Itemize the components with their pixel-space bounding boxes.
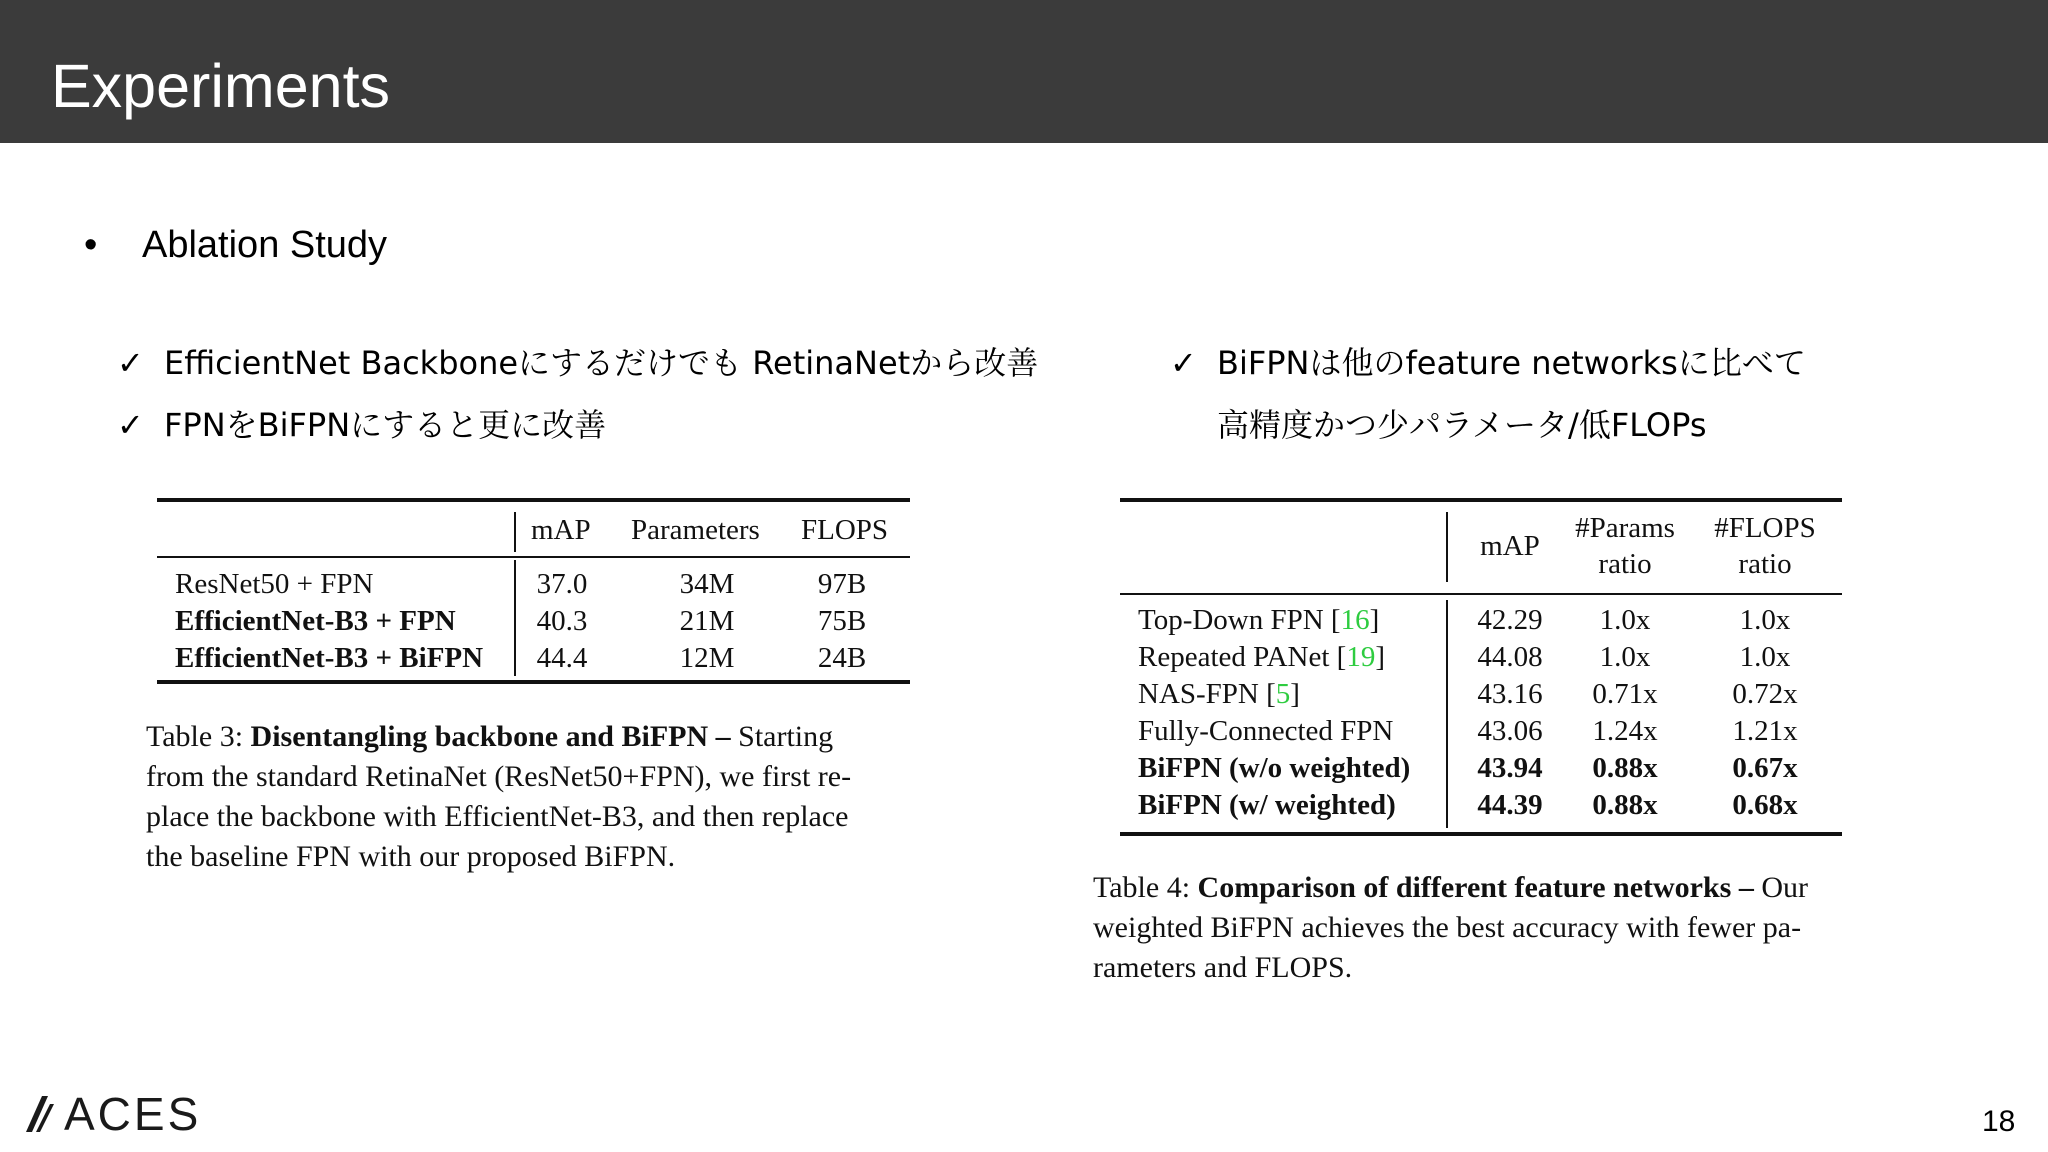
table-cell-params: 1.24x bbox=[1592, 715, 1658, 747]
caption-line: the baseline FPN with our proposed BiFPN. bbox=[146, 840, 676, 873]
table-top-rule bbox=[1120, 498, 1842, 502]
table-header-map: mAP bbox=[531, 514, 591, 546]
caption-line: from the standard RetinaNet (ResNet50+FPN), we first re- bbox=[146, 760, 852, 793]
table-header-divider bbox=[1446, 512, 1448, 582]
table-body-divider bbox=[514, 560, 516, 676]
logo-text: ACES bbox=[64, 1088, 202, 1140]
table-cell-flops: 1.21x bbox=[1732, 715, 1798, 747]
table-cell-params: 1.0x bbox=[1599, 641, 1651, 673]
table-cell-map: 40.3 bbox=[536, 605, 588, 637]
table-cell-params: 12M bbox=[679, 642, 735, 674]
caption-line: rameters and FLOPS. bbox=[1093, 951, 1353, 984]
caption-line: place the backbone with EfficientNet-B3, and then replace bbox=[146, 800, 849, 833]
table-cell-flops: 1.0x bbox=[1739, 641, 1791, 673]
table-row-name: BiFPN (w/ weighted) bbox=[1138, 789, 1396, 821]
citation-ref: 19 bbox=[1346, 641, 1376, 673]
table-cell-flops: 0.67x bbox=[1732, 752, 1798, 784]
check-text: FPNをBiFPNにすると更に改善 bbox=[164, 406, 607, 444]
table-cell-params: 1.0x bbox=[1599, 604, 1651, 636]
caption-title: Comparison of different feature networks – bbox=[1197, 871, 1754, 904]
check-text: EfficientNet Backboneにするだけでも RetinaNetから改善 bbox=[164, 344, 1039, 382]
page-number: 18 bbox=[1982, 1105, 2016, 1138]
table-cell-map: 43.94 bbox=[1477, 752, 1543, 784]
table-4-caption bbox=[1093, 868, 1893, 988]
table-cell-params: 21M bbox=[679, 605, 735, 637]
table-cell-map: 42.29 bbox=[1477, 604, 1543, 636]
title-bar bbox=[0, 0, 2048, 143]
caption-line: weighted BiFPN achieves the best accuracy with fewer pa- bbox=[1093, 911, 1802, 944]
table-cell-map: 37.0 bbox=[536, 568, 588, 600]
table-row-name: EfficientNet-B3 + BiFPN bbox=[175, 642, 484, 674]
table-cell-flops: 0.68x bbox=[1732, 789, 1798, 821]
citation-ref: 16 bbox=[1340, 604, 1370, 636]
table-header-flops: #FLOPS bbox=[1714, 512, 1816, 544]
table-row-name: Fully-Connected FPN bbox=[1138, 715, 1394, 747]
table-top-rule bbox=[157, 498, 910, 502]
logo-slash-icon bbox=[20, 1092, 64, 1136]
table-cell-map: 44.39 bbox=[1477, 789, 1543, 821]
caption-title: Disentangling backbone and BiFPN – bbox=[250, 720, 731, 753]
table-header-parameters: Parameters bbox=[631, 514, 760, 546]
table-row-name: BiFPN (w/o weighted) bbox=[1138, 752, 1411, 784]
table-cell-params: 0.88x bbox=[1592, 752, 1658, 784]
caption-text: Our bbox=[1761, 871, 1809, 904]
table-cell-map: 43.16 bbox=[1477, 678, 1543, 710]
table-header-params-ratio: ratio bbox=[1598, 548, 1652, 580]
table-cell-params: 0.71x bbox=[1592, 678, 1658, 710]
table-row-name: Repeated PANet [19] bbox=[1138, 641, 1385, 673]
check-text: 高精度かつ少パラメータ/低FLOPs bbox=[1217, 406, 1707, 444]
table-body-divider bbox=[1446, 600, 1448, 828]
caption-label: Table 4: bbox=[1093, 871, 1191, 904]
checkmark-icon: ✓ bbox=[117, 344, 144, 382]
table-cell-params: 0.88x bbox=[1592, 789, 1658, 821]
table-header-flops: FLOPS bbox=[801, 514, 889, 546]
checkmark-icon: ✓ bbox=[1170, 344, 1197, 382]
table-cell-map: 44.08 bbox=[1477, 641, 1543, 673]
table-header-map: mAP bbox=[1480, 530, 1540, 562]
bullet-label: Ablation Study bbox=[142, 224, 388, 266]
table-mid-rule bbox=[1120, 593, 1842, 595]
slide-title: Experiments bbox=[51, 52, 391, 120]
table-cell-map: 43.06 bbox=[1477, 715, 1543, 747]
table-header-params: #Params bbox=[1575, 512, 1675, 544]
caption-label: Table 3: bbox=[146, 720, 244, 753]
table-cell-params: 34M bbox=[679, 568, 735, 600]
table-header-flops-ratio: ratio bbox=[1738, 548, 1792, 580]
checkmark-icon: ✓ bbox=[117, 406, 144, 444]
caption-text: Starting bbox=[738, 720, 834, 753]
table-cell-flops: 75B bbox=[817, 605, 867, 637]
table-row-name: EfficientNet-B3 + FPN bbox=[175, 605, 456, 637]
table-3-caption bbox=[146, 717, 926, 877]
citation-ref: 5 bbox=[1275, 678, 1291, 710]
table-row-name: ResNet50 + FPN bbox=[175, 568, 374, 600]
table-cell-map: 44.4 bbox=[536, 642, 588, 674]
table-row-name: Top-Down FPN [16] bbox=[1138, 604, 1380, 636]
table-cell-flops: 0.72x bbox=[1732, 678, 1798, 710]
table-cell-flops: 97B bbox=[817, 568, 867, 600]
table-cell-flops: 24B bbox=[817, 642, 867, 674]
table-bottom-rule bbox=[157, 680, 910, 684]
check-text: BiFPNは他のfeature networksに比べて bbox=[1217, 344, 1806, 382]
table-header-divider bbox=[514, 512, 516, 552]
table-row-name: NAS-FPN [5] bbox=[1138, 678, 1300, 710]
bullet-dot-icon: • bbox=[84, 224, 98, 266]
table-mid-rule bbox=[157, 556, 910, 558]
table-bottom-rule bbox=[1120, 832, 1842, 836]
table-cell-flops: 1.0x bbox=[1739, 604, 1791, 636]
